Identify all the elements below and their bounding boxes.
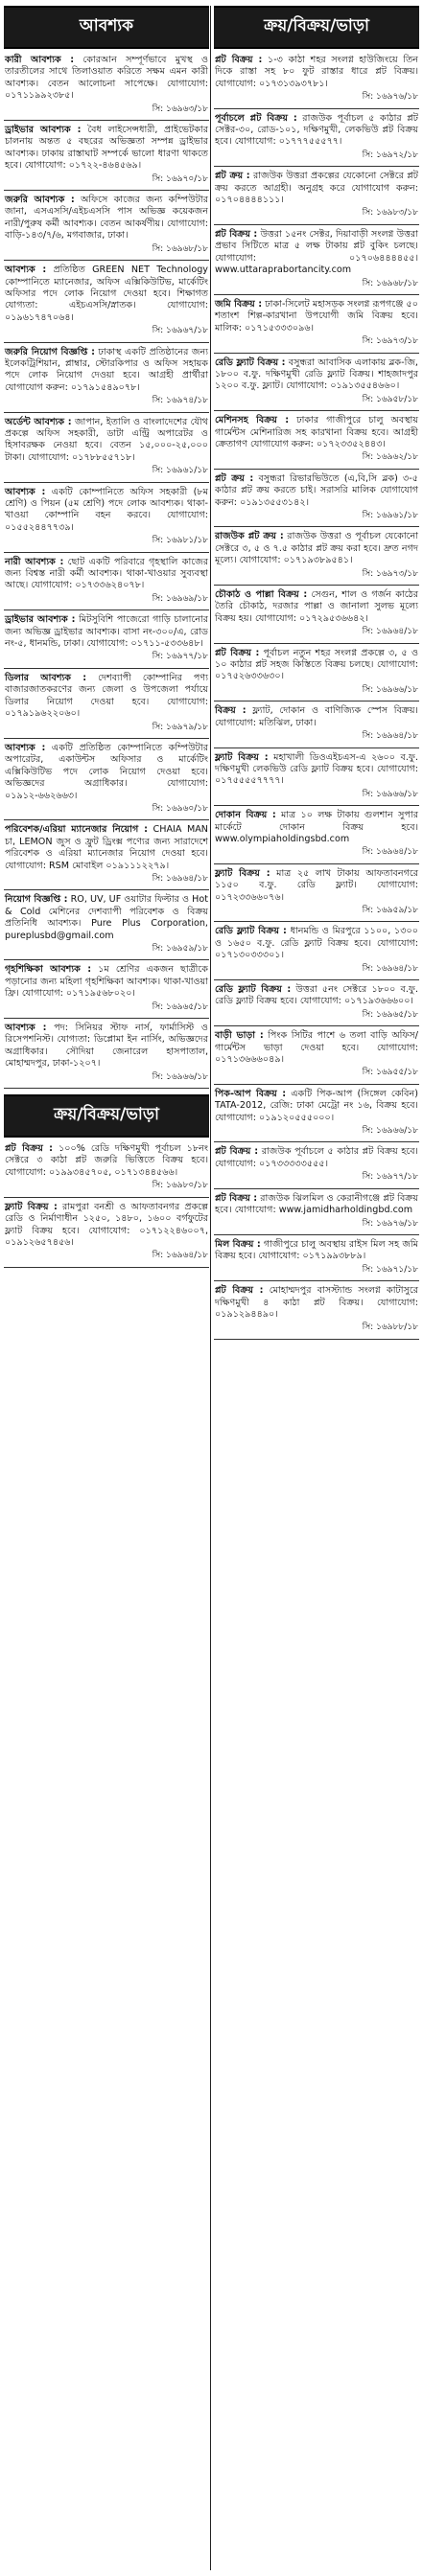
ad-code: সি: ১৬৯৬৩/১৮ [152,104,208,114]
ad-code: সি: ১৬৯৬৬/১৮ [362,1126,418,1137]
ad-lead: আবশ্যক : [5,264,47,276]
ad-code: সি: ১৬৯৬২/১৮ [362,452,418,463]
ad-code: সি: ১৬৯৬৭/১৮ [152,326,208,336]
ad-code: সি: ১৬৯৭৯/১৮ [152,722,208,732]
classified-ad [4,612,209,666]
ad-code: সি: ১৬৯৬৪/১৮ [362,963,418,974]
ad-code: সি: ১৬৯৬৪/১৮ [362,731,418,742]
ad-code: সি: ১৬৯৬৪/১৮ [362,627,418,637]
ad-lead: আবশ্যক : [5,1023,47,1034]
ad-body: মোহাম্মদপুর বাসস্ট্যান্ড সংলগ্ন কাটাসুরে দক্ষিণমুখী ৪ কাঠা প্লট বিক্রয়। যোগাযোগ: ০১৯১২৯৪৪৯০। [215,1285,418,1320]
left-section-header: আবশ্যক [4,6,209,49]
classified-ad [4,123,209,188]
ad-separator [4,1197,209,1198]
classified-ad [4,671,209,736]
ad-body: মাত্র ২৫ লাখ টাকায় আফতাবনগরে ১১৫০ ব.ফু. রেডি ফ্ল্যাট। যোগাযোগ: ০১৭২৩৩৬৬০৭৬। [215,867,418,903]
ad-lead: পরিবেশক/এরিয়া ম্যানেজার নিয়োগ : [5,824,148,836]
ad-code: সি: ১৬৯৭৭/১৮ [152,652,208,662]
ad-body: রাজউক পূর্বাচলে ৫ কাঠার প্লট বিক্রয় হবে। যোগাযোগ: ০১৭৩৩৩৩৩৫৫৫। [215,1146,418,1169]
ad-code: সি: ১৬৯৬৪/১৮ [152,873,208,884]
classified-ad [214,866,419,920]
ad-lead: প্লট বিক্রয় : [215,1192,258,1204]
ad-separator [214,224,419,225]
ad-separator [4,819,209,820]
ad-separator [4,1267,209,1268]
ad-code: সি: ১৬৯৬৯/১৮ [152,593,208,604]
ad-code: সি: ১৬৯৬৪/১৮ [152,1251,208,1261]
ad-separator [214,410,419,411]
classified-ad [4,415,209,480]
ad-lead: প্লট বিক্রয় : [215,1285,264,1297]
ad-body: পিংক সিটির পাশে ৬ তলা বাড়ি অফিস/গার্মেন্টস ভাড়া দেওয়া হবে। যোগাযোগ: ০১৭১৩৬৬৬০৪৯। [215,1030,418,1066]
classified-ad [214,1237,419,1278]
classified-ad [214,53,419,106]
ad-lead: ফ্ল্যাট বিক্রয় : [215,867,270,879]
ad-code: সি: ১৬৯৫৯/১৮ [152,944,208,954]
ad-code: সি: ১৬৯৫৮/১৮ [362,394,418,404]
ad-body: উত্তরা ৫নং সেক্টরে ১৮০০ ব.ফু. রেডি ফ্ল্যাট বিক্রয় হবে। যোগাযোগ: ০১৭১৯৩৬৬৬০০। [215,984,418,1007]
ad-lead: জরুরি আবশ্যক : [5,195,75,206]
ad-lead: বাড়ী ভাড়া : [215,1030,264,1042]
classified-ad [214,413,419,467]
ad-lead: দোকান বিক্রয় : [215,810,276,821]
ad-lead: নারী আবশ্যক : [5,556,64,567]
ad-lead: ফ্ল্যাট বিক্রয় : [5,1201,58,1212]
ad-body: মহাখালী ডিওএইচএস-এ ২৬০০ ব.ফু. দক্ষিণমুখী লেকভিউ রেডি ফ্ল্যাট বিক্রয় হবে। যোগাযোগ: ০১৭৫৫৫৫৭৭৭৭। [215,751,418,787]
ad-body: প্রতিষ্ঠিত GREEN NET Technology কোম্পানিতে ম্যানেজার, অফিস এক্সিকিউটিভ, মার্কেটিং অফিসার পদে লোক নিয়োগ দেওয়া হবে। শিক্ষাগত যোগ্যতা: এইচএসসি/স্নাতক। যোগাযোগ: ০১৯৬১৭৪৭০৬৪। [5,264,208,323]
ad-lead: গৃহশিক্ষিকা আবশ্যক : [5,964,92,976]
ad-code: সি: ১৬৯৬১/১৮ [362,511,418,520]
classified-ad [4,822,209,887]
ad-body: একটি প্রতিষ্ঠিত কোম্পানিতে কম্পিউটার অপারেটর, একাউন্টস অফিসার ও মার্কেটিং এক্সিকিউটিভ পদে লোক নিয়োগ দেওয়া হবে। অভিজ্ঞদের অগ্রাধিকার। যোগাযোগ: ০১৯১২-৬৬২৬৬৩। [5,742,208,801]
classified-ad [214,646,419,700]
ad-body: ছোট একটি পরিবারে গৃহস্থালি কাজের জন্য বিশ্বস্ত নারী কর্মী আবশ্যক। থাকা-খাওয়ার সুব্যবস্থা আছে। যোগাযোগ: ০১৭৩৩৬২৪০৭৮। [5,556,208,591]
classified-ad [4,1021,209,1086]
ad-code: সি: ১৬৯৬৬/১৮ [362,684,418,695]
ad-code: সি: ১৬৯৬১/১৮ [152,466,208,476]
ad-code: সি: ১৬৯৭১/১৮ [362,1264,418,1275]
classified-ad [4,962,209,1016]
classified-ad [214,1087,419,1140]
ad-code: সি: ১৬৯৮১/১৮ [152,536,208,546]
ad-body: বসুন্ধরা রিভারভিউতে (এ,বি,সি ব্লক) ৩-৫ কাঠার প্লট ক্রয় করতে চাই। সরাসরি মালিক যোগাযোগ করুন: ০১৯১৩৫৫৩১৪২। [215,472,418,508]
ad-body: ১০০% রেডি দক্ষিণমুখী পূর্বাচল ১৮নং সেক্টরে ৩ কাঠা প্লট জরুরি ভিত্তিতে বিক্রয় হবে। যোগাযোগ: ০১৯৯৩৪৫৭০৫, ০১৭১৩৪৪৫৬৬। [5,1143,208,1178]
classified-ad [214,1144,419,1185]
ad-lead: কারী আবশ্যক : [5,55,75,65]
ad-lead: ফ্ল্যাট বিক্রয় : [215,751,269,763]
classified-ad [214,808,419,862]
ad-separator [214,643,419,644]
ad-body: একটি পিক-আপ (সিঙ্গেল কেবিন) TATA-2012, রেজি: ঢাকা মেট্রো নং ১৬, বিক্রয় হবে। যোগাযোগ: ০১৯১২০৫৫৫০০০। [215,1088,418,1123]
ad-body: রামপুরা বনশ্রী ও আফতাবনগর প্রকল্পে রেডি ও নির্মাণাধীন ১২৫০, ১৪৮০, ১৬০০ বর্গফুটের ফ্ল্যাট বিক্রয় হবে। যোগাযোগ: ০১৭১২২৪৬০০৭, ০১৯১২৬৫৭৪৫৬। [5,1201,208,1248]
right-section-header: ক্রয়/বিক্রয়/ভাড়া [214,6,419,49]
ad-lead: বিক্রয় : [215,705,247,717]
classified-ad [214,356,419,409]
classified-ad [4,741,209,817]
ad-lead: রাজউক প্লট ক্রয় : [215,531,284,542]
classified-ad [214,982,419,1024]
ad-body: কোরআন সম্পূর্ণভাবে মুখস্থ ও তারতীলের সাথে তিলাওয়াত করিতে সক্ষম এমন কারী আবশ্যক। বেতন আলোচনা সাপেক্ষে। যোগাযোগ: ০১৭১১৯৯২৩৮৫। [5,55,208,102]
ad-code: সি: ১৬৯৬৬/১৮ [362,789,418,799]
classified-ad [4,485,209,550]
ad-separator [214,701,419,702]
ad-code: সি: ১৬৯৭৩/১৮ [362,336,418,347]
ad-body: CHAIA MAN চা, LEMON জুস ও ফ্রুট ড্রিংক্স পণ্যের জন্য সারাদেশে পরিবেশক ও এরিয়া ম্যানেজার নিয়োগ দেওয়া হবে। যোগাযোগ: RSM মোবাইল ০১৯১১১২২৭৯। [5,824,208,871]
ad-code: সি: ১৬৯৭৬/১৮ [362,92,418,103]
ad-body: অফিসে কাজের জন্য কম্পিউটার জানা, এসএসসি/এইচএসসি পাস অভিজ্ঞ কয়েকজন নারী/পুরুষ কর্মী আবশ্যক। বেতন আকর্ষণীয়। যোগাযোগ: বাড়ি-১৪৩/৭/৬, মগবাজার, ঢাকা। [5,195,209,242]
ad-separator [214,1025,419,1026]
left-sale-ads-list [4,1141,209,1268]
ad-separator [214,979,419,980]
ad-separator [4,552,209,553]
ad-separator [214,585,419,586]
ad-separator [214,469,419,470]
ad-code: সি: ১৬৯৬৬/১৮ [152,1071,208,1082]
right-ads-list [214,53,419,1340]
classified-ad [214,587,419,641]
ad-separator [214,1234,419,1235]
ad-separator [214,1339,419,1340]
ad-separator [214,1188,419,1189]
classified-ad [214,111,419,165]
ad-lead: রেডি ফ্ল্যাট বিক্রয় : [215,356,286,368]
ad-lead: মিল বিক্রয় : [215,1238,261,1250]
ad-separator [4,120,209,121]
ad-body: গাজীপুরে চালু অবস্থায় রাইস মিল সহ জমি বিক্রয় হবে। যোগাযোগ: ০১৭১৯৯৩৮৮৯। [215,1238,418,1262]
ad-body: রাজউক উত্তরা ও পূর্বাচল যেকোনো সেক্টরে ৩, ৫ ও ৭.৫ কাঠার প্লট ক্রয় করা হবে। দ্রুত নগদ মূল্যে। যোগাযোগ: ০১৭১৯৩৮৯৫৪১। [215,531,418,566]
classified-ad [4,345,209,410]
ad-lead: প্লট বিক্রয় : [215,1146,259,1158]
ad-lead: আবশ্যক : [5,486,46,497]
ad-lead: রেডি ফ্ল্যাট বিক্রয় : [215,984,292,995]
ad-code: সি: ১৬৯৭২/১৮ [362,150,418,160]
classified-ad [4,263,209,339]
ad-lead: ডিলার আবশ্যক : [5,672,87,683]
ad-separator [4,1018,209,1019]
ad-code: সি: ১৬৯৭৬/১৮ [362,1218,418,1229]
ad-separator [4,959,209,960]
ad-separator [214,353,419,354]
classified-ad [214,297,419,351]
ad-lead: ড্রাইভার আবশ্যক : [5,614,76,626]
ad-code: সি: ১৬৯৭৭/১৮ [362,1172,418,1183]
ad-body: জাপান, ইতালি ও বাংলাদেশের যৌথ প্রকল্পে অফিস সহকারী, ডাটা এন্ট্রি অপারেটর ও হিসাবরক্ষক নেওয়া হবে। বেতন ১৫,০০০-২৫,০০০ টাকা। যোগাযোগ: ০১৭৮৮৫৫৭১৮। [5,416,208,463]
ad-separator [4,738,209,739]
ad-separator [4,889,209,890]
ad-lead: প্লট ক্রয় : [215,472,254,484]
ad-separator [4,412,209,413]
ad-code: সি: ১৬৯৫৯/১৮ [362,905,418,915]
ad-lead: অর্ডেন্ট আবশ্যক : [5,416,72,427]
ad-lead: ড্রাইভার আবশ্যক : [5,125,82,136]
ad-lead: জমি বিক্রয় : [215,298,263,310]
ad-code: সি: ১৬৯৮০/১৮ [152,1181,208,1191]
ad-separator [214,863,419,864]
ad-code: সি: ১৬৯৭০/১৮ [152,173,208,184]
ad-body: মাত্র ১০ লক্ষ টাকায় গুলশান সুপার মার্কেটে দোকান বিক্রয় হবে। www.olympiaholdingsbd.com [215,810,418,844]
ad-body: ঢাকার গাজীপুরে চালু অবস্থায় গার্মেন্টস মেশিনারিজ সহ কারখানা বিক্রয় হবে। আগ্রহী ক্রেতাগণ যোগাযোগ করুন: ০১৭২৩৩৫২৪৪৩। [215,415,418,449]
ad-code: সি: ১৬৯৭৩/১৮ [362,568,418,579]
ad-lead: প্লট ক্রয় : [215,171,250,182]
ad-separator [214,166,419,167]
ad-body: ধানমন্ডি ও মিরপুরে ১১০০, ১৩০০ ও ১৬৫০ ব.ফু. রেডি ফ্ল্যাট বিক্রয় হবে। যোগাযোগ: ০১৭১৩০৩৩৩০১। [215,926,418,961]
ad-lead: প্লট বিক্রয় : [215,228,258,240]
ad-separator [214,108,419,109]
ad-lead: আবশ্যক : [5,742,46,753]
ad-lead: প্লট বিক্রয় : [5,1143,54,1155]
ad-code: সি: ১৬৯৮৮/১৮ [362,1322,418,1333]
ad-code: সি: ১৬৯৫৫/১৮ [362,1068,418,1078]
ad-separator [214,1084,419,1085]
classified-ad [214,169,419,222]
classified-ad [214,703,419,745]
left-column [4,6,209,2570]
classified-ad [4,555,209,609]
ad-lead: চৌকাঠ ও পাল্লা বিক্রয় : [215,589,308,601]
ad-separator [4,1088,209,1089]
ad-body: রাজউক ঝিলমিল ও কেরানীগঞ্জে প্লট বিক্রয় হবে। যোগাযোগ: www.jamidharholdingbd.com [215,1192,418,1216]
ad-separator [4,260,209,261]
classified-ad [214,1283,419,1337]
ad-code: সি: ১৬৯৬০/১৮ [152,803,208,814]
ad-lead: প্লট বিক্রয় : [215,55,263,65]
ad-body: সেগুন, শাল ও গর্জন কাঠের তৈরি চৌকাঠ, দরজার পাল্লা ও জানালা সুলভ মূল্যে বিক্রয় হয়। যোগাযোগ: ০১৭২৯৫৩৬৬৪২। [215,589,418,624]
classified-ad [4,53,209,118]
classified-ad [4,892,209,957]
ad-body: মিটসুবিশি পাজেরো গাড়ি চালানোর জন্য অভিজ্ঞ ড্রাইভার আবশ্যক। বাসা নং-৩০০/এ, রোড নং-৫, ধানমন্ডি, ঢাকা। যোগাযোগ: ০১৭১১-৫৩৩৬৪৮। [5,614,208,650]
ad-lead: নিয়োগ বিজ্ঞপ্তি : [5,894,68,906]
ad-lead: পিক-আপ বিক্রয় : [215,1088,287,1099]
ad-separator [4,190,209,191]
ad-code: সি: ১৬৯৮৩/১৮ [362,208,418,218]
classified-ad [214,750,419,804]
classified-ad [4,1200,209,1265]
ad-body: একটি কোম্পানিতে অফিস সহকারী (৮ম শ্রেণি) ও পিয়ন (৫ম শ্রেণি) পদে লোক আবশ্যক। থাকা-খাওয়া কোম্পানি বহন করবে। যোগাযোগ: ০১৫৫২৪৪৭৭৩৯। [5,486,208,533]
ad-lead: প্লট বিক্রয় : [215,647,260,658]
classified-ad [214,529,419,583]
ad-separator [4,342,209,343]
ad-body: বসুন্ধরা আবাসিক এলাকায় ব্লক-জি, ১৮০০ ব.ফু. দক্ষিণমুখী রেডি ফ্ল্যাট বিক্রয়। শাহজাদপুর ১২০০ ব.ফু. ফ্ল্যাট। যোগাযোগ: ০১৯১৩৫৫৪৬৬০। [215,356,418,392]
ad-code: সি: ১৬৯৬৫/১৮ [362,1009,418,1020]
ad-separator [214,526,419,527]
ad-body: পূর্বাচল নতুন শহর সংলগ্ন প্রকল্পে ৩, ৫ ও ১০ কাঠার প্লট সহজ কিস্তিতে বিক্রয় চলছে। যোগাযোগ: ০১৭৫২৬৩৩৬৩০। [215,647,419,682]
ad-lead: জরুরি নিয়োগ বিজ্ঞপ্তি : [5,346,96,357]
ad-separator [214,1141,419,1142]
ad-separator [4,482,209,483]
classified-ad [214,227,419,292]
ad-body: ১-৩ কাঠা শহর সংলগ্ন হাউজিংয়ে তিন দিকে রাস্তা সহ ৮০ ফুট রাস্তার ধারে প্লট বিক্রয়। যোগাযোগ: ০১৭৩১৩৯৩৭৮১। [215,55,418,89]
left-sale-section-header: ক্রয়/বিক্রয়/ভাড়া [4,1094,209,1138]
ad-code: সি: ১৬৯৬৮/১৮ [362,278,418,288]
ad-body: রাজউক উত্তরা প্রকল্পের যেকোনো সেক্টরে প্লট ক্রয় করতে আগ্রহী। অনুগ্রহ করে যোগাযোগ করুন: ০১৭০৪৪৪৪১১১। [215,171,418,206]
ad-body: রাজউক পূর্বাচল ৫ কাঠার প্লট সেক্টর-৩০, রোড-১০১, দক্ষিণমুখী, লেকভিউ প্লট বিক্রয় হবে। যোগাযোগ: ০১৭৭৭৫৫৫৭৭। [215,112,418,148]
ad-body: RO, UV, UF ওয়াটার ফিল্টার ও Hot & Cold মেশিনের দেশব্যাপী পরিবেশক ও বিক্রয় প্রতিনিধি আবশ্যক। Pure Plus Corporation, pureplusbd@gmail.com [5,894,209,941]
ad-lead: রেডি ফ্ল্যাট বিক্রয় : [215,926,287,937]
ad-separator [4,668,209,669]
ad-body: বৈধ লাইসেন্সধারী, প্রাইভেটকার চালনায় অন্তত ৫ বছরের অভিজ্ঞতা সম্পন্ন ড্রাইভার আবশ্যক। ঢাকায় রাস্তাঘাট সম্পর্কে ভালো ধারণা থাকতে হবে। যোগাযোগ: ০১৭২২-৪৬৪৫৬৯। [5,125,208,172]
ad-code: সি: ১৬৯৬৮/১৮ [152,243,208,254]
ad-code: সি: ১৬৯৬৫/১৮ [152,1001,208,1012]
ad-separator [214,921,419,922]
classified-ad [214,924,419,978]
ad-separator [214,1280,419,1281]
classified-ad [214,1028,419,1082]
ad-body: ঢাকা-সিলেট মহাসড়ক সংলগ্ন রূপগঞ্জে ৫০ শতাংশ শিল্প-কারখানা উপযোগী জমি বিক্রয় হবে। মালিক: ০১৭১৫৩৩৩০৯৬। [215,298,418,334]
ad-body: দেশব্যাপী কোম্পানির পণ্য বাজারজাতকরণের জন্য জেলা ও উপজেলা পর্যায়ে ডিলার নিয়োগ দেওয়া হবে। যোগাযোগ: ০১৭৯১৯৬২২০৬০। [5,672,209,720]
ad-code: সি: ১৬৯৬৪/১৮ [362,847,418,858]
ad-separator [214,294,419,295]
ad-code: সি: ১৬৯৭৪/১৮ [152,396,208,406]
column-divider [210,6,211,2570]
ad-body: ফ্ল্যাট, দোকান ও বাণিজ্যিক স্পেস বিক্রয়। যোগাযোগ: মতিঝিল, ঢাকা। [215,705,418,728]
classified-ad [4,1141,209,1195]
ad-lead: মেশিনসহ বিক্রয় : [215,415,290,426]
ad-body: উত্তরা ১৫নং সেক্টর, দিয়াবাড়ী সংলগ্ন উত্তরা প্রভাব সিটিতে মাত্র ৫ লক্ষ টাকায় প্লট বুকিং চলছে। যোগাযোগ: ০১৭০৬৪৪৪৪৫৫। www.uttaraprabortancity.com [215,228,418,276]
ad-body: ঢাকাস্থ একটি প্রতিষ্ঠানের জন্য ইলেকট্রিশিয়ান, প্লাম্বার, স্টোরকিপার ও অফিস সহায়ক পদে লোক নিয়োগ দেওয়া হবে। আগ্রহী প্রার্থীরা যোগাযোগ করুন: ০১৭৯১৫৪৯০৭৮। [5,346,208,393]
ad-body: ১ম শ্রেণির একজন ছাত্রীকে পড়ানোর জন্য মহিলা গৃহশিক্ষিকা আবশ্যক। থাকা-খাওয়া ফ্রি। যোগাযোগ: ০১৭১৯৫৬৮০২০। [5,964,208,1000]
ad-lead: পূর্বাচলে প্লট বিক্রয় : [215,112,297,124]
classified-ad [4,193,209,258]
right-column [214,6,419,2570]
ad-body: পদ: সিনিয়র স্টাফ নার্স, ফার্মাসিস্ট ও রিসেপশনিস্ট। যোগ্যতা: ডিপ্লোমা ইন নার্সিং, অভিজ্ঞদের অগ্রাধিকার। সৌদিয়া জেনারেল হাসপাতাল, মোহাম্মদপুর, ঢাকা-১২০৭। [5,1023,208,1070]
left-ads-list [4,53,209,1089]
classified-ad [214,1191,419,1232]
classified-ad [214,472,419,525]
ad-separator [214,805,419,806]
